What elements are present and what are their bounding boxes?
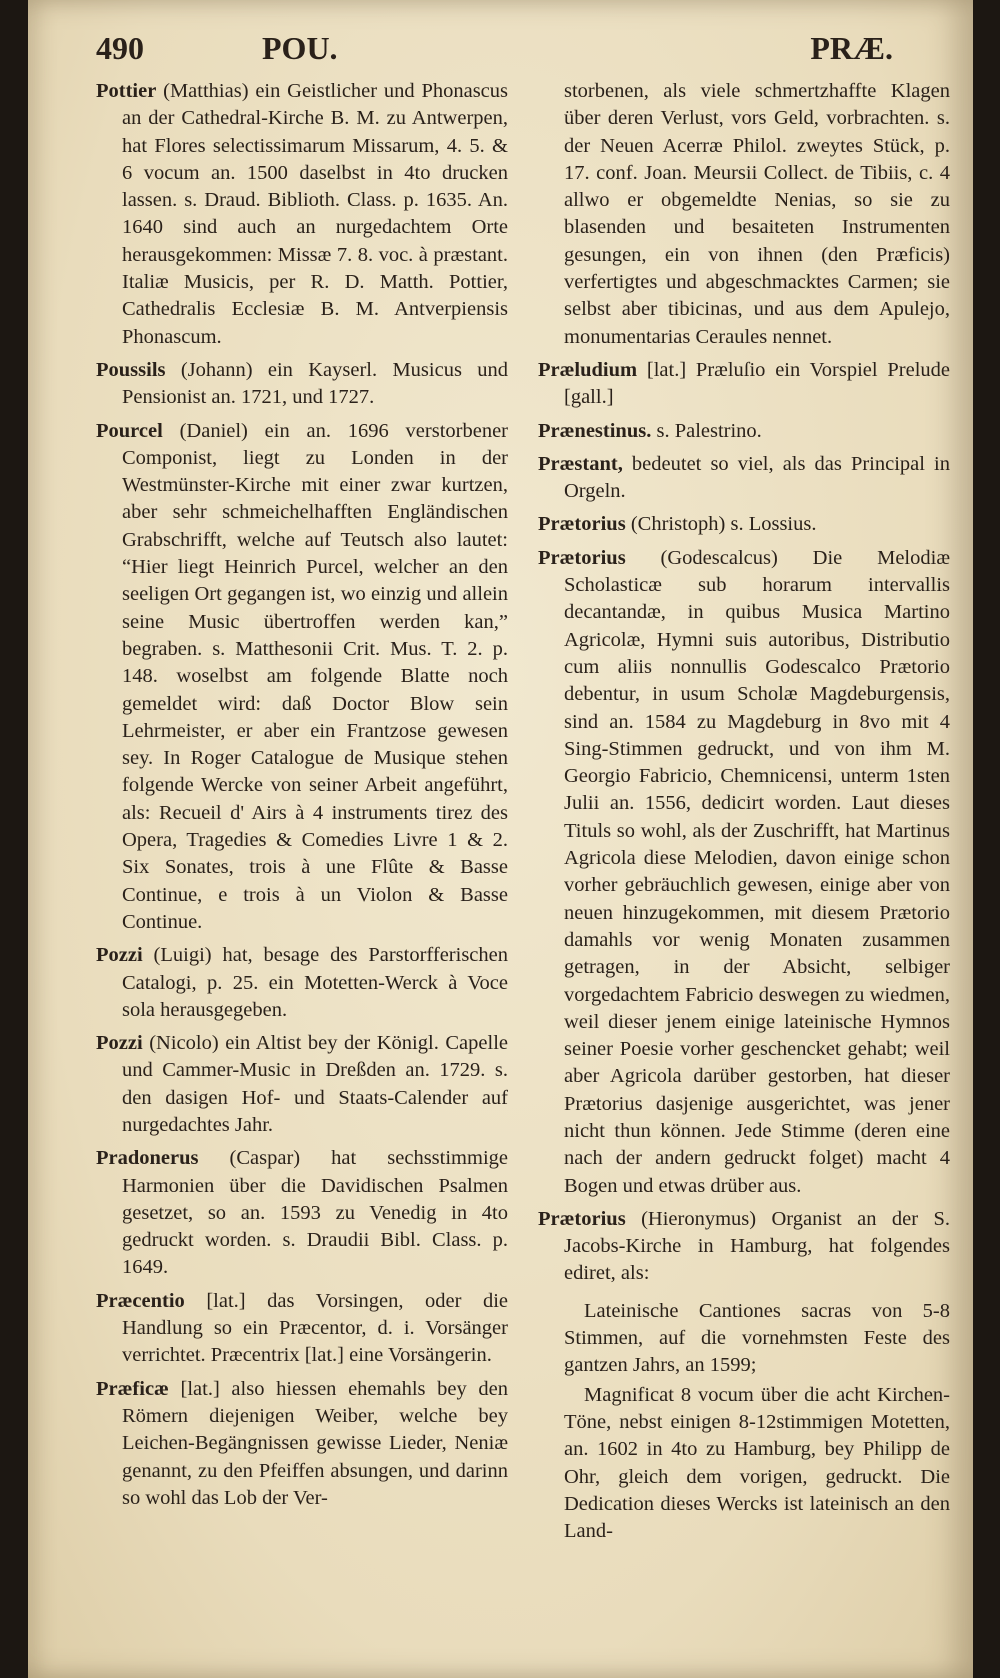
dictionary-entry	[96, 78, 508, 351]
entry-headword: Prænestinus.	[538, 419, 652, 442]
entry-text: (Caspar) hat sechsstimmige Harmonien über die Davidischen Psalmen gesetzet, so an. 1593 zu Venedig in 4to gedruckt worden. s. Draudii Bibl. Class. p. 1649.	[122, 1147, 508, 1279]
entry-text: (Luigi) hat, besage des Parstorfferischen Catalogi, p. 25. ein Motetten-Werck à Voce sola herausgegeben.	[122, 944, 508, 1021]
entry-text: (Hieronymus) Organist an der S. Jacobs-Kirche in Hamburg, hat folgendes ediret, als:	[564, 1207, 950, 1285]
dictionary-entry	[96, 1030, 508, 1139]
entry-headword: Pozzi	[96, 1032, 143, 1055]
work-listing: Magnificat 8 vocum über die acht Kirchen-Töne, nebst einigen 8-12stimmigen Motetten, an. 1602 in 4to zu Hamburg, bey Philipp de Ohr, gleich dem vorigen, gedruckt. Die Dedication dieses Wercks ist lateinisch an den Land-	[564, 1383, 950, 1543]
entry-headword: Pottier	[96, 80, 157, 102]
dictionary-entry	[96, 942, 508, 1024]
entry-text: (Daniel) ein an. 1696 verstorbener Componist, liegt zu Londen in der Westmünster-Kirche mit einer zwar kurtzen, aber sehr schmeichelhafften Engländischen Grabschrifft, welche auf Teutsch also lautet: “Hier liegt Heinrich Purcel, welcher an den seeligen Ort gegangen ist, wo einzig und allein seine Music übertroffen werden kan,” begraben. s. Matthesonii Crit. Mus. T. 2. p. 148. woselbst am folgende Blatte noch gemeldet wird: daß Doctor Blow sein Lehrmeister, er aber ein Frantzose gewesen sey. In Roger Catalogue de Musique stehen folgende Wercke von seiner Arbeit angeführt, als: Recueil d' Airs à 4 instruments tirez des Opera, Tragedies & Comedies Livre 1 & 2. Six Sonates, trois à une Flûte & Basse Continue, e trois à un Violon & Basse Continue.	[122, 419, 508, 933]
entry-text: (Matthias) ein Geistlicher und Phonascus an der Cathedral-Kirche B. M. zu Antwerpen, hat Flores selectissimarum Missarum, 4. 5. & 6 vocum an. 1500 daselbst in 4to drucken lassen. s. Draud. Biblioth. Class. p. 1635. An. 1640 sind auch an nurgedachtem Orte herausgekommen: Missæ 7. 8. voc. à præstant. Italiæ Musicis, per R. D. Matth. Pottier, Cathedralis Ecclesiæ B. M. Antverpiensis Phonascum.	[122, 80, 508, 348]
entry-headword: Prætorius	[538, 1207, 626, 1230]
entry-headword: Præstant,	[538, 452, 623, 475]
entry-text: (Nicolo) ein Altist bey der Königl. Capelle und Cammer-Music in Dreßden an. 1729. s. den dasigen Hof- und Staats-Calender auf nurgedachtes Jahr.	[122, 1032, 508, 1136]
entry-text: (Johann) ein Kayserl. Musicus und Pensionist an. 1721, und 1727.	[122, 358, 508, 409]
dictionary-entry	[96, 1145, 508, 1281]
entry-text: (Godescalcus) Die Melodiæ Scholasticæ sub horarum intervallis decantandæ, in quibus Musica Martino Agricolæ, Hymni suis autoribus, Distributio cum aliis nonnullis Godescalco Prætorio debentur, in usum Scholæ Magdeburgensis, sind an. 1584 zu Magdeburg in 8vo mit 4 Sing-Stimmen gedruckt, und von ihm M. Georgio Fabricio, Chemnicensi, unterm 1sten Julii an. 1556, dedicirt worden. Laut dieses Tituls so wohl, als der Zuschrifft, hat Martinus Agricola diese Melodien, davon einige schon vorher gebräuchlich gewesen, einige aber von neuen hinzugekommen, mit diesem Prætorio damahls vor wenig Monaten zusammen getragen, in der Absicht, selbiger vorgedachtem Fabricio deswegen zu wiedmen, weil dieser jenem einige lateinische Hymnos seiner Poesie vorher geschencket gehabt; weil aber Agricola darüber gestorben, hat dieser Prætorius dasjenige ausgerichtet, was jener nicht thun können. Jede Stimme (deren eine nach der andern gedruckt folget) macht 4 Bogen und etwas drüber aus.	[564, 546, 950, 1197]
dictionary-entry	[96, 418, 508, 937]
entry-headword: Prætorius	[538, 546, 626, 569]
dictionary-entry	[538, 511, 950, 538]
entry-headword: Pozzi	[96, 944, 143, 967]
work-listing: Lateinische Cantiones sacras von 5-8 Stimmen, auf die vornehmsten Feste des gantzen Jahrs, an 1599;	[564, 1299, 950, 1377]
entry-headword: Poussils	[96, 358, 166, 381]
entry-headword: Prætorius	[538, 513, 626, 536]
entry-headword: Præficæ	[96, 1377, 169, 1400]
book-page	[28, 0, 973, 1678]
entry-text: bedeutet so viel, als das Principal in Orgeln.	[564, 452, 950, 503]
page-header	[96, 30, 913, 70]
page-number: 490	[96, 30, 144, 66]
dictionary-entry	[96, 1376, 508, 1512]
left-running-title: POU.	[262, 30, 338, 66]
dictionary-entry	[96, 1288, 508, 1370]
entry-text: [lat.] Præluſio ein Vorspiel Prelude [gall.]	[564, 358, 950, 409]
dictionary-entry	[538, 1206, 950, 1288]
dictionary-entry	[538, 451, 950, 506]
entry-text: (Christoph) s. Lossius.	[625, 513, 817, 536]
continued-entry-text: storbenen, als viele schmertzhaffte Klagen über deren Verlust, vors Geld, vorbrachten. s. der Neuen Acerræ Philol. zweytes Stück, p. 17. conf. Joan. Meursii Collect. de Tibiis, c. 4 allwo er obgemeldte Nenias, so sie zu blasenden und besaiteten Instrumenten gesungen, ein von ihnen (den Præficis) verfertigtes und abgeschmacktes Carmen; sie selbst aber tibicinas, und aus dem Apulejo, monumentarias Ceraules nennet.	[564, 80, 950, 348]
dictionary-entry	[538, 357, 950, 412]
entry-headword: Præcentio	[96, 1289, 185, 1312]
dictionary-entry	[538, 418, 950, 445]
entry-headword: Pourcel	[96, 419, 163, 442]
right-running-title: PRÆ.	[810, 30, 893, 66]
right-column	[538, 78, 950, 1547]
dictionary-entry	[538, 545, 950, 1200]
entry-text: [lat.] also hiessen ehemahls bey den Römern diejenigen Weiber, welche bey Leichen-Begängnissen gewisse Lieder, Neniæ genannt, zu den Pfeiffen absungen, und darinn so wohl das Lob der Ver-	[122, 1377, 508, 1509]
entry-headword: Pradonerus	[96, 1147, 199, 1170]
entry-text: s. Palestrino.	[651, 419, 762, 442]
entry-text: [lat.] das Vorsingen, oder die Handlung so ein Præcentor, d. i. Vorsänger verrichtet. Præcentrix [lat.] eine Vorsängerin.	[122, 1289, 508, 1367]
dictionary-entry	[96, 357, 508, 412]
entry-headword: Præludium	[538, 358, 638, 381]
left-column	[96, 78, 508, 1518]
